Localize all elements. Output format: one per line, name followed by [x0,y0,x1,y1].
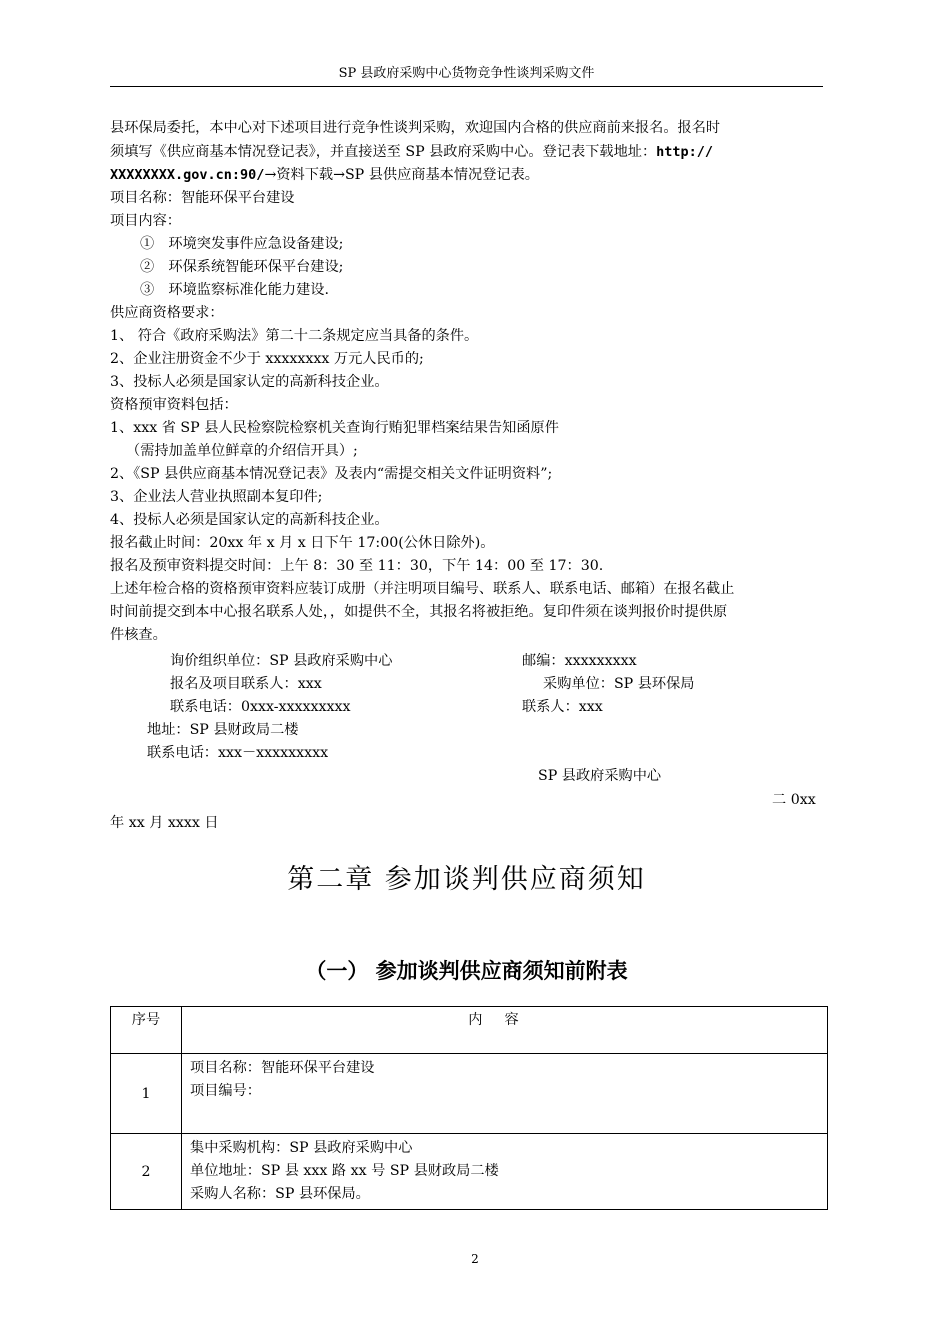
table-row-number: 2 [111,1134,182,1210]
submission-note-line-2: 时间前提交到本中心报名联系人处，，如提供不全，其报名将被拒绝。复印件须在谈判报价时提供原 [110,604,728,620]
signature-date-part-2: 年 xx 月 xxxx 日 [110,815,219,831]
page-number: 2 [471,1252,479,1266]
prequal-item-1-note: （需持加盖单位鲜章的介绍信开具）; [126,443,358,459]
project-item: ③ 环境监察标准化能力建设. [140,282,329,298]
contact-address: 地址：SP 县财政局二楼 [147,722,299,738]
signature-date-part-1: 二 0xx [772,792,816,808]
intro-line-1: 县环保局委托，本中心对下述项目进行竞争性谈判采购，欢迎国内合格的供应商前来报名。报名时 [110,120,721,136]
intro-line-2-text: 须填写《供应商基本情况登记表》，并直接送至 SP 县政府采购中心。登记表下载地址： [110,144,657,160]
contact-org: 询价组织单位：SP 县政府采购中心 [170,653,393,669]
table-header-row [111,1007,828,1054]
project-item: ② 环保系统智能环保平台建设; [140,259,344,275]
contact-purchaser: 采购单位：SP 县环保局 [543,676,695,692]
contact-registrar: 报名及项目联系人：xxx [170,676,322,692]
table-row-number: 1 [111,1054,182,1134]
prequal-item-4: 4、投标人必须是国家认定的高新科技企业。 [110,512,389,528]
contact-postcode: 邮编：xxxxxxxxx [522,653,637,669]
table-header-number: 序号 [111,1007,182,1054]
table-cell-line: 单位地址：SP 县 xxx 路 xx 号 SP 县财政局二楼 [190,1163,499,1179]
table-row [111,1054,828,1134]
intro-line-3 [110,165,539,185]
page-header-title: SP 县政府采购中心货物竞争性谈判采购文件 [338,66,595,81]
submission-note-line-3: 件核查。 [110,627,167,643]
project-content-label: 项目内容： [110,213,181,229]
chapter-title: 第二章 参加谈判供应商须知 [287,864,646,895]
intro-line-2 [110,142,713,162]
intro-line-3-text: →资料下载→SP 县供应商基本情况登记表。 [264,167,539,183]
table-header-content: 内容 [182,1007,828,1054]
project-item: ① 环境突发事件应急设备建设; [140,236,344,252]
table-cell-line: 项目编号： [190,1083,261,1099]
qualification-label: 供应商资格要求： [110,305,224,321]
prequal-item-3: 3、企业法人营业执照副本复印件; [110,489,323,505]
contact-phone-2: 联系电话：xxx－xxxxxxxxx [147,745,329,761]
table-cell-line: 项目名称：智能环保平台建设 [190,1060,375,1076]
table-row-content [182,1134,828,1210]
prequal-item-2: 2、《SP 县供应商基本情况登记表》及表内“需提交相关文件证明资料”; [110,466,553,482]
qualification-item: 2、企业注册资金不少于 xxxxxxxx 万元人民币的; [110,351,424,367]
project-name: 项目名称：智能环保平台建设 [110,190,295,206]
table-cell-line: 采购人名称：SP 县环保局。 [190,1186,370,1202]
header-rule [110,86,823,87]
signature-org: SP 县政府采购中心 [538,768,662,784]
table-row-content [182,1054,828,1134]
qualification-item: 3、投标人必须是国家认定的高新科技企业。 [110,374,389,390]
download-url-part-2[interactable]: XXXXXXXX.gov.cn:90/ [110,167,265,183]
table-row [111,1134,828,1210]
submission-time: 报名及预审资料提交时间：上午 8：30 至 11：30，下午 14：00 至 17：30. [110,558,604,574]
contact-person: 联系人：xxx [522,699,603,715]
section-title: （一） 参加谈判供应商须知前附表 [305,959,628,983]
download-url-part-1[interactable]: http:// [656,144,714,160]
prequal-label: 资格预审资料包括： [110,397,238,413]
submission-note-line-1: 上述年检合格的资格预审资料应装订成册（并注明项目编号、联系人、联系电话、邮箱）在报名截止 [110,581,735,597]
table-cell-line: 集中采购机构：SP 县政府采购中心 [190,1140,413,1156]
qualification-item: 1、 符合《政府采购法》第二十二条规定应当具备的条件。 [110,328,479,344]
registration-deadline: 报名截止时间：20xx 年 x 月 x 日下午 17:00(公休日除外)。 [110,535,495,551]
preface-table [110,1006,828,1210]
contact-phone-1: 联系电话：0xxx-xxxxxxxxx [170,699,351,715]
prequal-item-1: 1、xxx 省 SP 县人民检察院检察机关查询行贿犯罪档案结果告知函原件 [110,420,559,436]
